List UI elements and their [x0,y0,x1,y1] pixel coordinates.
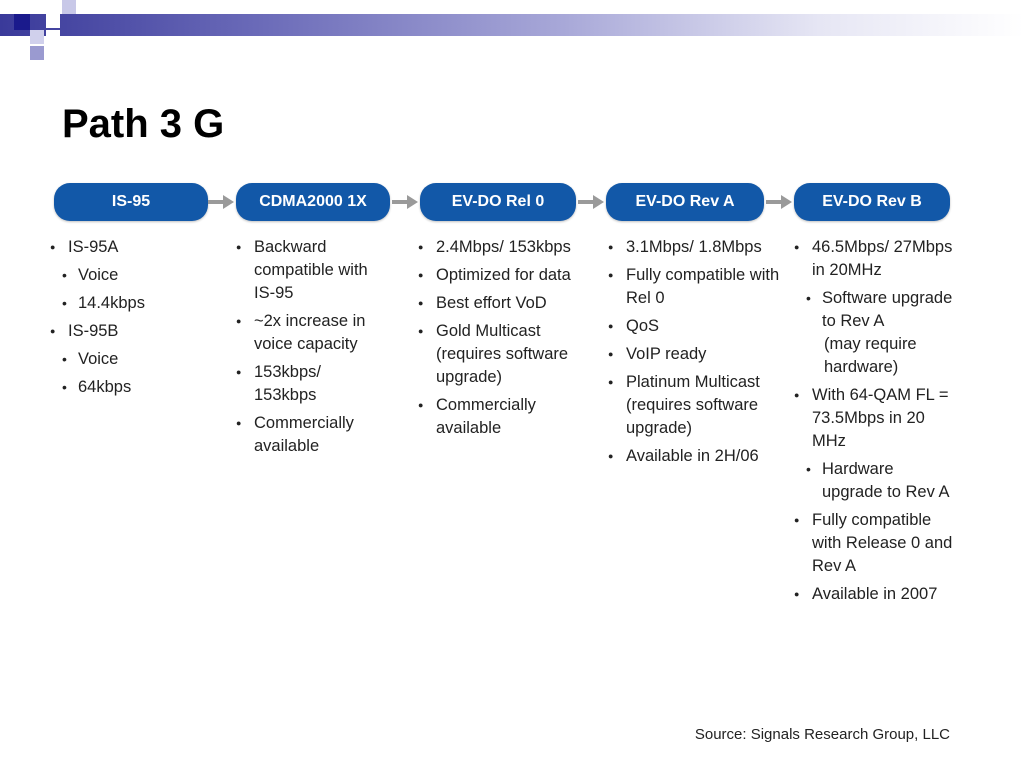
stage-ev-do-rev-b: EV-DO Rev B [794,183,950,221]
column-ev-do-rev-b [792,236,954,606]
sub-bullet-item: • 14.4kbps [48,292,198,315]
arrow-right-icon [392,194,418,210]
arrow-right-icon [766,194,792,210]
bullet-item: ● VoIP ready [606,343,784,366]
bullet-item: ● Commercially available [416,394,594,440]
stage-ev-do-rel-0: EV-DO Rel 0 [420,183,576,221]
header-square [46,30,60,44]
header-square [62,0,76,14]
sub-bullet-item: • Software upgrade to Rev A [792,287,954,333]
bullet-item: ● Available in 2007 [792,583,954,606]
bullet-item: ● QoS [606,315,784,338]
stage-is95: IS-95 [54,183,208,221]
header-square [30,46,44,60]
header-square [30,30,44,44]
bullet-note: (may require hardware) [824,335,917,376]
sub-bullet-item: • Voice [48,264,198,287]
source-note: Source: Signals Research Group, LLC [694,726,950,743]
arrow-right-icon [208,194,234,210]
bullet-item: ● 2.4Mbps/ 153kbps [416,236,594,259]
bullet-item: ● Commercially available [234,412,386,458]
slide-title: Path 3 G [62,102,225,146]
arrow-right-icon [578,194,604,210]
bullet-item: ● ~2x increase in voice capacity [234,310,386,356]
bullet-item: ● IS-95A [48,236,198,259]
bullet-item: ● Fully compatible with Release 0 and Rev A [792,509,954,578]
header-square [14,14,30,30]
column-is95 [48,236,198,399]
bullet-item: ● Available in 2H/06 [606,445,784,468]
bullet-item: ● Optimized for data [416,264,594,287]
sub-bullet-item: • Hardware upgrade to Rev A [792,458,954,504]
column-ev-do-rel-0 [416,236,594,440]
column-ev-do-rev-a [606,236,784,468]
bullet-item: ● 153kbps/ 153kbps [234,361,386,407]
bullet-item: ● IS-95B [48,320,198,343]
stage-cdma2000-1x: CDMA2000 1X [236,183,390,221]
bullet-item: ● Backward compatible with IS-95 [234,236,386,305]
sub-bullet-item: • 64kbps [48,376,198,399]
header-band [0,14,1024,36]
bullet-item: ● Best effort VoD [416,292,594,315]
bullet-item: ● With 64-QAM FL = 73.5Mbps in 20 MHz [792,384,954,453]
bullet-item: ● Platinum Multicast (requires software upgrade) [606,371,784,440]
column-cdma2000-1x [234,236,386,458]
bullet-item: ● Gold Multicast (requires software upgrade) [416,320,594,389]
bullet-item: ● 46.5Mbps/ 27Mbps in 20MHz [792,236,954,282]
header-square [46,14,60,28]
bullet-item: ● 3.1Mbps/ 1.8Mbps [606,236,784,259]
sub-bullet-item: • Voice [48,348,198,371]
bullet-item: ● Fully compatible with Rel 0 [606,264,784,310]
stage-ev-do-rev-a: EV-DO Rev A [606,183,764,221]
